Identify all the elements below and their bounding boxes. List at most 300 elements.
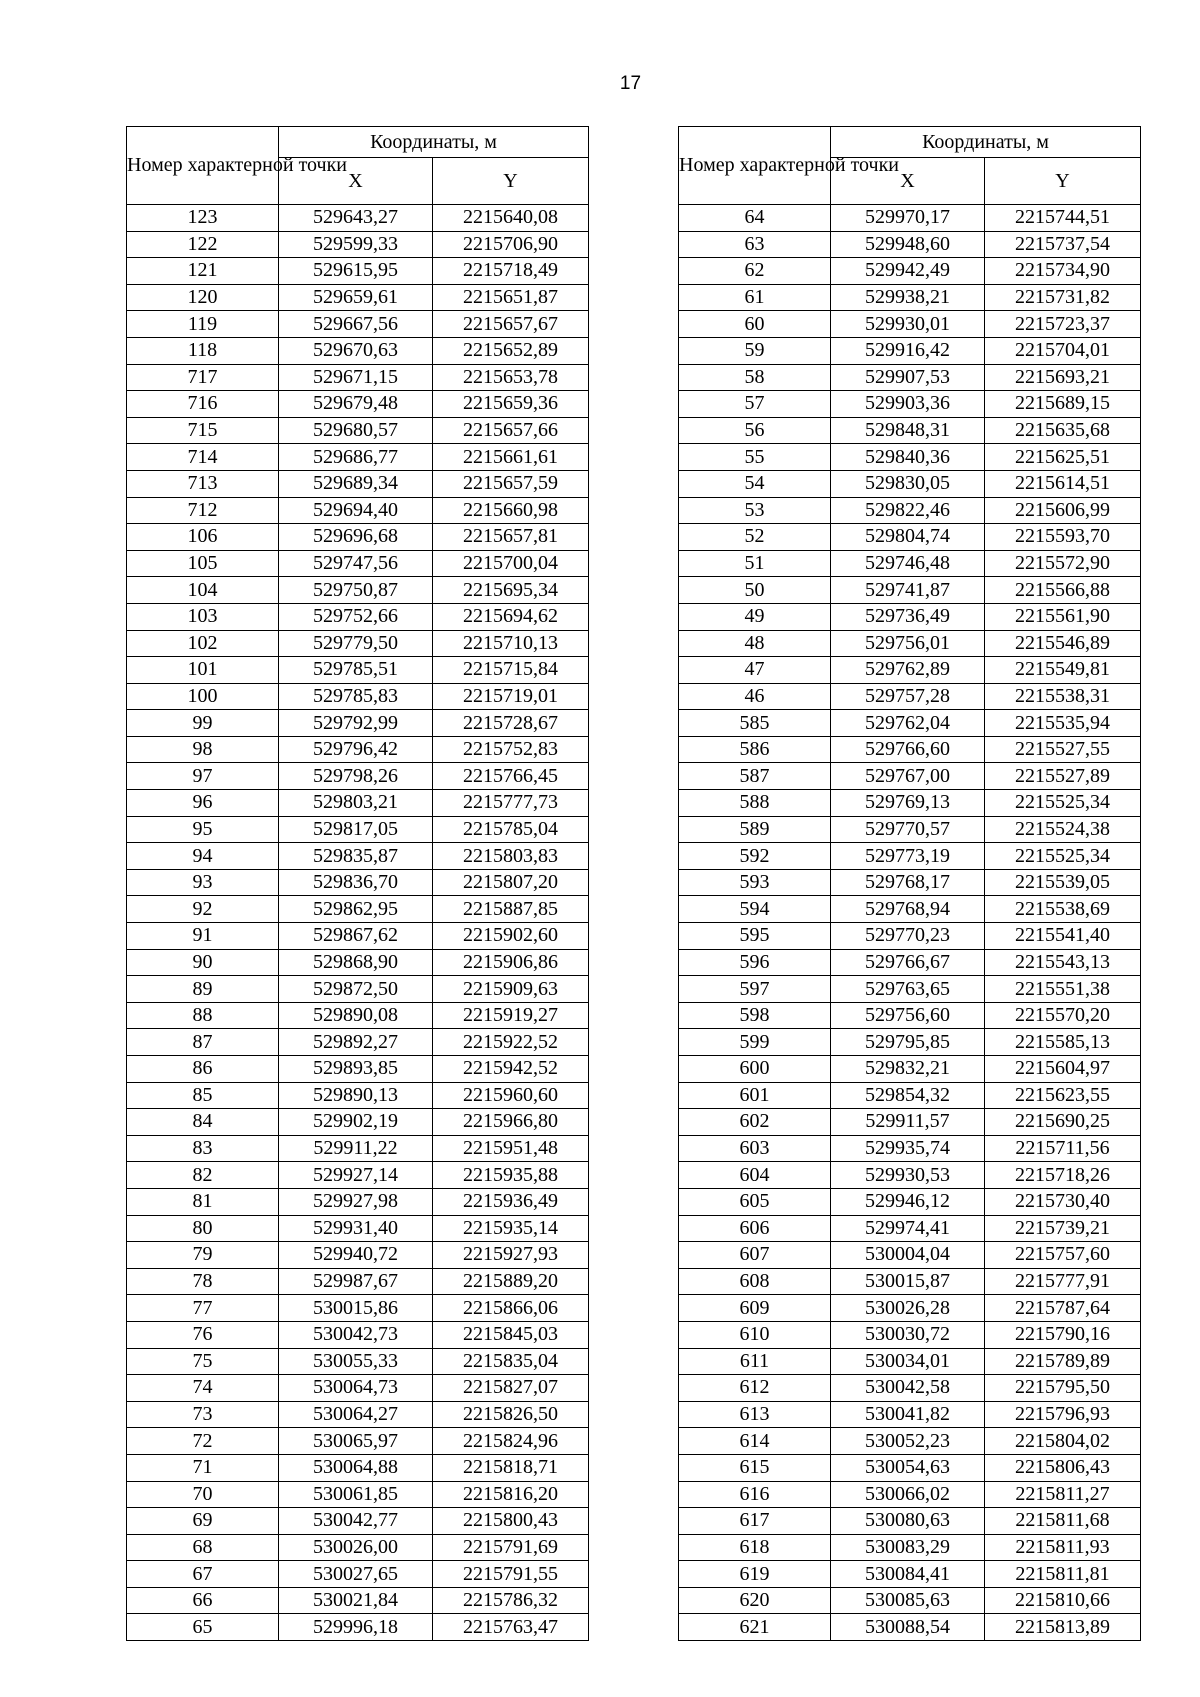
cell-y: 2215785,04	[433, 816, 589, 843]
cell-x: 529938,21	[831, 284, 985, 311]
cell-x: 529696,68	[279, 524, 433, 551]
cell-y: 2215845,03	[433, 1321, 589, 1348]
cell-point-number: 98	[127, 736, 279, 763]
table-row	[679, 1428, 1141, 1455]
cell-x: 529785,83	[279, 683, 433, 710]
cell-y: 2215535,94	[985, 710, 1141, 737]
cell-y: 2215818,71	[433, 1454, 589, 1481]
table-row	[127, 1614, 589, 1641]
cell-y: 2215711,56	[985, 1135, 1141, 1162]
table-row	[127, 896, 589, 923]
table-row	[679, 364, 1141, 391]
cell-point-number: 79	[127, 1242, 279, 1269]
table-row	[127, 1428, 589, 1455]
cell-point-number: 62	[679, 258, 831, 285]
cell-y: 2215811,81	[985, 1561, 1141, 1588]
cell-x: 529893,85	[279, 1056, 433, 1083]
cell-x: 529768,17	[831, 869, 985, 896]
table-row	[679, 1401, 1141, 1428]
table-row	[679, 1082, 1141, 1109]
cell-y: 2215551,38	[985, 976, 1141, 1003]
cell-x: 529792,99	[279, 710, 433, 737]
table-row	[127, 790, 589, 817]
cell-point-number: 72	[127, 1428, 279, 1455]
cell-point-number: 64	[679, 205, 831, 232]
cell-y: 2215906,86	[433, 949, 589, 976]
cell-point-number: 57	[679, 391, 831, 418]
cell-x: 529763,65	[831, 976, 985, 1003]
table-row	[127, 1587, 589, 1614]
cell-x: 529686,77	[279, 444, 433, 471]
cell-x: 529785,51	[279, 657, 433, 684]
cell-point-number: 607	[679, 1242, 831, 1269]
cell-point-number: 105	[127, 550, 279, 577]
cell-point-number: 47	[679, 657, 831, 684]
cell-x: 529940,72	[279, 1242, 433, 1269]
table-row	[679, 1029, 1141, 1056]
table-row	[127, 311, 589, 338]
cell-point-number: 103	[127, 603, 279, 630]
cell-y: 2215813,89	[985, 1614, 1141, 1641]
cell-y: 2215728,67	[433, 710, 589, 737]
cell-point-number: 77	[127, 1295, 279, 1322]
cell-point-number: 75	[127, 1348, 279, 1375]
cell-point-number: 99	[127, 710, 279, 737]
cell-point-number: 63	[679, 231, 831, 258]
cell-point-number: 122	[127, 231, 279, 258]
cell-point-number: 70	[127, 1481, 279, 1508]
cell-point-number: 51	[679, 550, 831, 577]
cell-y: 2215572,90	[985, 550, 1141, 577]
cell-point-number: 80	[127, 1215, 279, 1242]
cell-point-number: 618	[679, 1534, 831, 1561]
cell-point-number: 616	[679, 1481, 831, 1508]
cell-point-number: 617	[679, 1508, 831, 1535]
table-row	[679, 1242, 1141, 1269]
table-row	[127, 231, 589, 258]
table-row	[127, 710, 589, 737]
cell-x: 529970,17	[831, 205, 985, 232]
cell-point-number: 595	[679, 923, 831, 950]
cell-y: 2215525,34	[985, 790, 1141, 817]
table-row	[127, 1348, 589, 1375]
cell-point-number: 93	[127, 869, 279, 896]
header-coordinates: Координаты, м	[279, 127, 589, 158]
cell-x: 529832,21	[831, 1056, 985, 1083]
cell-y: 2215625,51	[985, 444, 1141, 471]
cell-point-number: 81	[127, 1188, 279, 1215]
cell-y: 2215660,98	[433, 497, 589, 524]
cell-x: 529903,36	[831, 391, 985, 418]
cell-x: 529868,90	[279, 949, 433, 976]
cell-point-number: 605	[679, 1188, 831, 1215]
table-row	[679, 710, 1141, 737]
cell-point-number: 597	[679, 976, 831, 1003]
table-row	[127, 258, 589, 285]
cell-y: 2215935,88	[433, 1162, 589, 1189]
table-row	[127, 524, 589, 551]
cell-x: 529762,89	[831, 657, 985, 684]
table-row	[127, 1135, 589, 1162]
table-row	[679, 630, 1141, 657]
cell-x: 529766,60	[831, 736, 985, 763]
cell-y: 2215543,13	[985, 949, 1141, 976]
cell-x: 529643,27	[279, 205, 433, 232]
cell-point-number: 89	[127, 976, 279, 1003]
cell-y: 2215887,85	[433, 896, 589, 923]
table-row	[679, 1561, 1141, 1588]
cell-point-number: 94	[127, 843, 279, 870]
table-row	[127, 1321, 589, 1348]
cell-point-number: 715	[127, 417, 279, 444]
cell-point-number: 58	[679, 364, 831, 391]
table-row	[679, 869, 1141, 896]
cell-x: 529752,66	[279, 603, 433, 630]
cell-x: 529872,50	[279, 976, 433, 1003]
cell-y: 2215657,66	[433, 417, 589, 444]
cell-point-number: 55	[679, 444, 831, 471]
cell-point-number: 120	[127, 284, 279, 311]
cell-point-number: 614	[679, 1428, 831, 1455]
cell-point-number: 92	[127, 896, 279, 923]
table-row	[679, 683, 1141, 710]
table-row	[679, 417, 1141, 444]
table-row	[679, 1162, 1141, 1189]
cell-y: 2215806,43	[985, 1454, 1141, 1481]
cell-point-number: 585	[679, 710, 831, 737]
cell-y: 2215835,04	[433, 1348, 589, 1375]
cell-y: 2215606,99	[985, 497, 1141, 524]
cell-point-number: 106	[127, 524, 279, 551]
cell-point-number: 65	[127, 1614, 279, 1641]
table-row	[127, 1534, 589, 1561]
cell-y: 2215789,89	[985, 1348, 1141, 1375]
header-coordinates: Координаты, м	[831, 127, 1141, 158]
table-row	[679, 736, 1141, 763]
cell-y: 2215826,50	[433, 1401, 589, 1428]
cell-y: 2215706,90	[433, 231, 589, 258]
cell-y: 2215614,51	[985, 470, 1141, 497]
table-body	[127, 205, 589, 1641]
table-row	[127, 683, 589, 710]
table-row	[679, 1454, 1141, 1481]
cell-point-number: 599	[679, 1029, 831, 1056]
cell-point-number: 593	[679, 869, 831, 896]
cell-point-number: 620	[679, 1587, 831, 1614]
header-x: X	[279, 158, 433, 205]
cell-x: 529822,46	[831, 497, 985, 524]
cell-x: 530061,85	[279, 1481, 433, 1508]
table-row	[127, 923, 589, 950]
cell-point-number: 54	[679, 470, 831, 497]
cell-point-number: 613	[679, 1401, 831, 1428]
cell-y: 2215966,80	[433, 1109, 589, 1136]
table-row	[679, 1295, 1141, 1322]
cell-point-number: 83	[127, 1135, 279, 1162]
cell-y: 2215909,63	[433, 976, 589, 1003]
cell-point-number: 600	[679, 1056, 831, 1083]
cell-y: 2215661,61	[433, 444, 589, 471]
table-row	[127, 1002, 589, 1029]
cell-point-number: 71	[127, 1454, 279, 1481]
cell-x: 529927,14	[279, 1162, 433, 1189]
cell-x: 529902,19	[279, 1109, 433, 1136]
cell-x: 530034,01	[831, 1348, 985, 1375]
table-row	[127, 1215, 589, 1242]
table-row	[127, 1508, 589, 1535]
cell-point-number: 52	[679, 524, 831, 551]
cell-x: 529974,41	[831, 1215, 985, 1242]
cell-point-number: 589	[679, 816, 831, 843]
cell-y: 2215752,83	[433, 736, 589, 763]
cell-x: 530030,72	[831, 1321, 985, 1348]
cell-y: 2215787,64	[985, 1295, 1141, 1322]
cell-x: 529680,57	[279, 417, 433, 444]
cell-y: 2215737,54	[985, 231, 1141, 258]
coordinates-table-left	[126, 126, 589, 1641]
cell-point-number: 88	[127, 1002, 279, 1029]
table-row	[127, 417, 589, 444]
cell-x: 529911,22	[279, 1135, 433, 1162]
table-row	[679, 949, 1141, 976]
cell-y: 2215657,67	[433, 311, 589, 338]
cell-point-number: 95	[127, 816, 279, 843]
cell-point-number: 84	[127, 1109, 279, 1136]
cell-x: 529770,57	[831, 816, 985, 843]
header-y: Y	[433, 158, 589, 205]
cell-point-number: 100	[127, 683, 279, 710]
table-row	[127, 497, 589, 524]
table-row	[127, 603, 589, 630]
cell-y: 2215700,04	[433, 550, 589, 577]
cell-y: 2215718,26	[985, 1162, 1141, 1189]
cell-y: 2215791,55	[433, 1561, 589, 1588]
cell-y: 2215695,34	[433, 577, 589, 604]
cell-point-number: 66	[127, 1587, 279, 1614]
cell-y: 2215525,34	[985, 843, 1141, 870]
cell-x: 529779,50	[279, 630, 433, 657]
cell-y: 2215786,32	[433, 1587, 589, 1614]
cell-y: 2215919,27	[433, 1002, 589, 1029]
cell-point-number: 716	[127, 391, 279, 418]
cell-x: 529907,53	[831, 364, 985, 391]
table-row	[679, 497, 1141, 524]
table-row	[127, 1295, 589, 1322]
cell-y: 2215800,43	[433, 1508, 589, 1535]
cell-point-number: 118	[127, 337, 279, 364]
cell-point-number: 602	[679, 1109, 831, 1136]
cell-point-number: 46	[679, 683, 831, 710]
page-number: 17	[619, 73, 642, 94]
table-row	[127, 577, 589, 604]
cell-x: 530042,58	[831, 1375, 985, 1402]
cell-point-number: 50	[679, 577, 831, 604]
cell-y: 2215546,89	[985, 630, 1141, 657]
table-row	[127, 1481, 589, 1508]
cell-y: 2215704,01	[985, 337, 1141, 364]
table-row	[127, 763, 589, 790]
header-point-number: Номер характерной точки	[127, 127, 279, 205]
cell-x: 529935,74	[831, 1135, 985, 1162]
cell-point-number: 74	[127, 1375, 279, 1402]
table-row	[127, 1056, 589, 1083]
cell-point-number: 102	[127, 630, 279, 657]
table-row	[127, 816, 589, 843]
table-row	[679, 1614, 1141, 1641]
table-row	[127, 337, 589, 364]
cell-y: 2215922,52	[433, 1029, 589, 1056]
cell-x: 529756,60	[831, 1002, 985, 1029]
cell-x: 530066,02	[831, 1481, 985, 1508]
cell-point-number: 588	[679, 790, 831, 817]
cell-y: 2215653,78	[433, 364, 589, 391]
cell-y: 2215657,59	[433, 470, 589, 497]
cell-y: 2215640,08	[433, 205, 589, 232]
cell-point-number: 82	[127, 1162, 279, 1189]
cell-x: 529927,98	[279, 1188, 433, 1215]
cell-point-number: 76	[127, 1321, 279, 1348]
cell-point-number: 621	[679, 1614, 831, 1641]
table-row	[679, 843, 1141, 870]
cell-x: 530021,84	[279, 1587, 433, 1614]
table-row	[679, 337, 1141, 364]
cell-x: 529659,61	[279, 284, 433, 311]
cell-point-number: 713	[127, 470, 279, 497]
cell-x: 530054,63	[831, 1454, 985, 1481]
cell-x: 529892,27	[279, 1029, 433, 1056]
cell-point-number: 121	[127, 258, 279, 285]
cell-y: 2215719,01	[433, 683, 589, 710]
cell-x: 529916,42	[831, 337, 985, 364]
cell-point-number: 61	[679, 284, 831, 311]
cell-x: 529890,08	[279, 1002, 433, 1029]
cell-y: 2215549,81	[985, 657, 1141, 684]
table-row	[127, 1109, 589, 1136]
cell-y: 2215889,20	[433, 1268, 589, 1295]
cell-y: 2215652,89	[433, 337, 589, 364]
header-point-number: Номер характерной точки	[679, 127, 831, 205]
cell-x: 529836,70	[279, 869, 433, 896]
cell-y: 2215693,21	[985, 364, 1141, 391]
cell-y: 2215757,60	[985, 1242, 1141, 1269]
cell-point-number: 68	[127, 1534, 279, 1561]
table-row	[679, 790, 1141, 817]
cell-y: 2215777,91	[985, 1268, 1141, 1295]
cell-y: 2215790,16	[985, 1321, 1141, 1348]
cell-x: 529848,31	[831, 417, 985, 444]
cell-x: 530064,73	[279, 1375, 433, 1402]
cell-point-number: 612	[679, 1375, 831, 1402]
cell-y: 2215539,05	[985, 869, 1141, 896]
cell-x: 529667,56	[279, 311, 433, 338]
table-row	[127, 949, 589, 976]
cell-y: 2215739,21	[985, 1215, 1141, 1242]
cell-x: 529817,05	[279, 816, 433, 843]
table-row	[127, 364, 589, 391]
cell-x: 529747,56	[279, 550, 433, 577]
table-row	[679, 391, 1141, 418]
table-row	[127, 657, 589, 684]
cell-y: 2215777,73	[433, 790, 589, 817]
cell-point-number: 608	[679, 1268, 831, 1295]
table-row	[679, 1268, 1141, 1295]
cell-x: 529768,94	[831, 896, 985, 923]
cell-x: 530026,00	[279, 1534, 433, 1561]
table-row	[127, 1401, 589, 1428]
table-row	[127, 1375, 589, 1402]
table-row	[127, 1454, 589, 1481]
table-row	[127, 1268, 589, 1295]
cell-x: 529931,40	[279, 1215, 433, 1242]
header-y: Y	[985, 158, 1141, 205]
cell-x: 529671,15	[279, 364, 433, 391]
table-row	[679, 603, 1141, 630]
cell-y: 2215807,20	[433, 869, 589, 896]
header-x: X	[831, 158, 985, 205]
cell-x: 529987,67	[279, 1268, 433, 1295]
cell-x: 530041,82	[831, 1401, 985, 1428]
table-row	[679, 1109, 1141, 1136]
table-row	[679, 231, 1141, 258]
cell-point-number: 123	[127, 205, 279, 232]
cell-point-number: 49	[679, 603, 831, 630]
cell-point-number: 611	[679, 1348, 831, 1375]
cell-point-number: 592	[679, 843, 831, 870]
cell-point-number: 717	[127, 364, 279, 391]
cell-x: 529942,49	[831, 258, 985, 285]
cell-y: 2215744,51	[985, 205, 1141, 232]
cell-point-number: 69	[127, 1508, 279, 1535]
cell-point-number: 87	[127, 1029, 279, 1056]
cell-x: 529803,21	[279, 790, 433, 817]
table-row	[679, 444, 1141, 471]
cell-y: 2215796,93	[985, 1401, 1141, 1428]
cell-x: 529773,19	[831, 843, 985, 870]
cell-point-number: 97	[127, 763, 279, 790]
cell-x: 530084,41	[831, 1561, 985, 1588]
cell-x: 530085,63	[831, 1587, 985, 1614]
cell-y: 2215804,02	[985, 1428, 1141, 1455]
cell-x: 529736,49	[831, 603, 985, 630]
cell-point-number: 86	[127, 1056, 279, 1083]
table-row	[127, 1242, 589, 1269]
cell-y: 2215604,97	[985, 1056, 1141, 1083]
cell-x: 530083,29	[831, 1534, 985, 1561]
cell-point-number: 96	[127, 790, 279, 817]
table-row	[679, 1056, 1141, 1083]
cell-point-number: 603	[679, 1135, 831, 1162]
cell-y: 2215718,49	[433, 258, 589, 285]
cell-x: 530026,28	[831, 1295, 985, 1322]
table-row	[679, 763, 1141, 790]
cell-x: 529769,13	[831, 790, 985, 817]
cell-x: 530042,73	[279, 1321, 433, 1348]
table-row	[679, 311, 1141, 338]
cell-x: 529766,67	[831, 949, 985, 976]
cell-x: 529615,95	[279, 258, 433, 285]
cell-x: 529930,01	[831, 311, 985, 338]
table-row	[127, 736, 589, 763]
table-row	[679, 1481, 1141, 1508]
cell-y: 2215623,55	[985, 1082, 1141, 1109]
cell-point-number: 587	[679, 763, 831, 790]
cell-x: 529948,60	[831, 231, 985, 258]
cell-point-number: 712	[127, 497, 279, 524]
cell-x: 529750,87	[279, 577, 433, 604]
cell-x: 529946,12	[831, 1188, 985, 1215]
cell-y: 2215811,27	[985, 1481, 1141, 1508]
coordinates-table-right	[678, 126, 1141, 1641]
